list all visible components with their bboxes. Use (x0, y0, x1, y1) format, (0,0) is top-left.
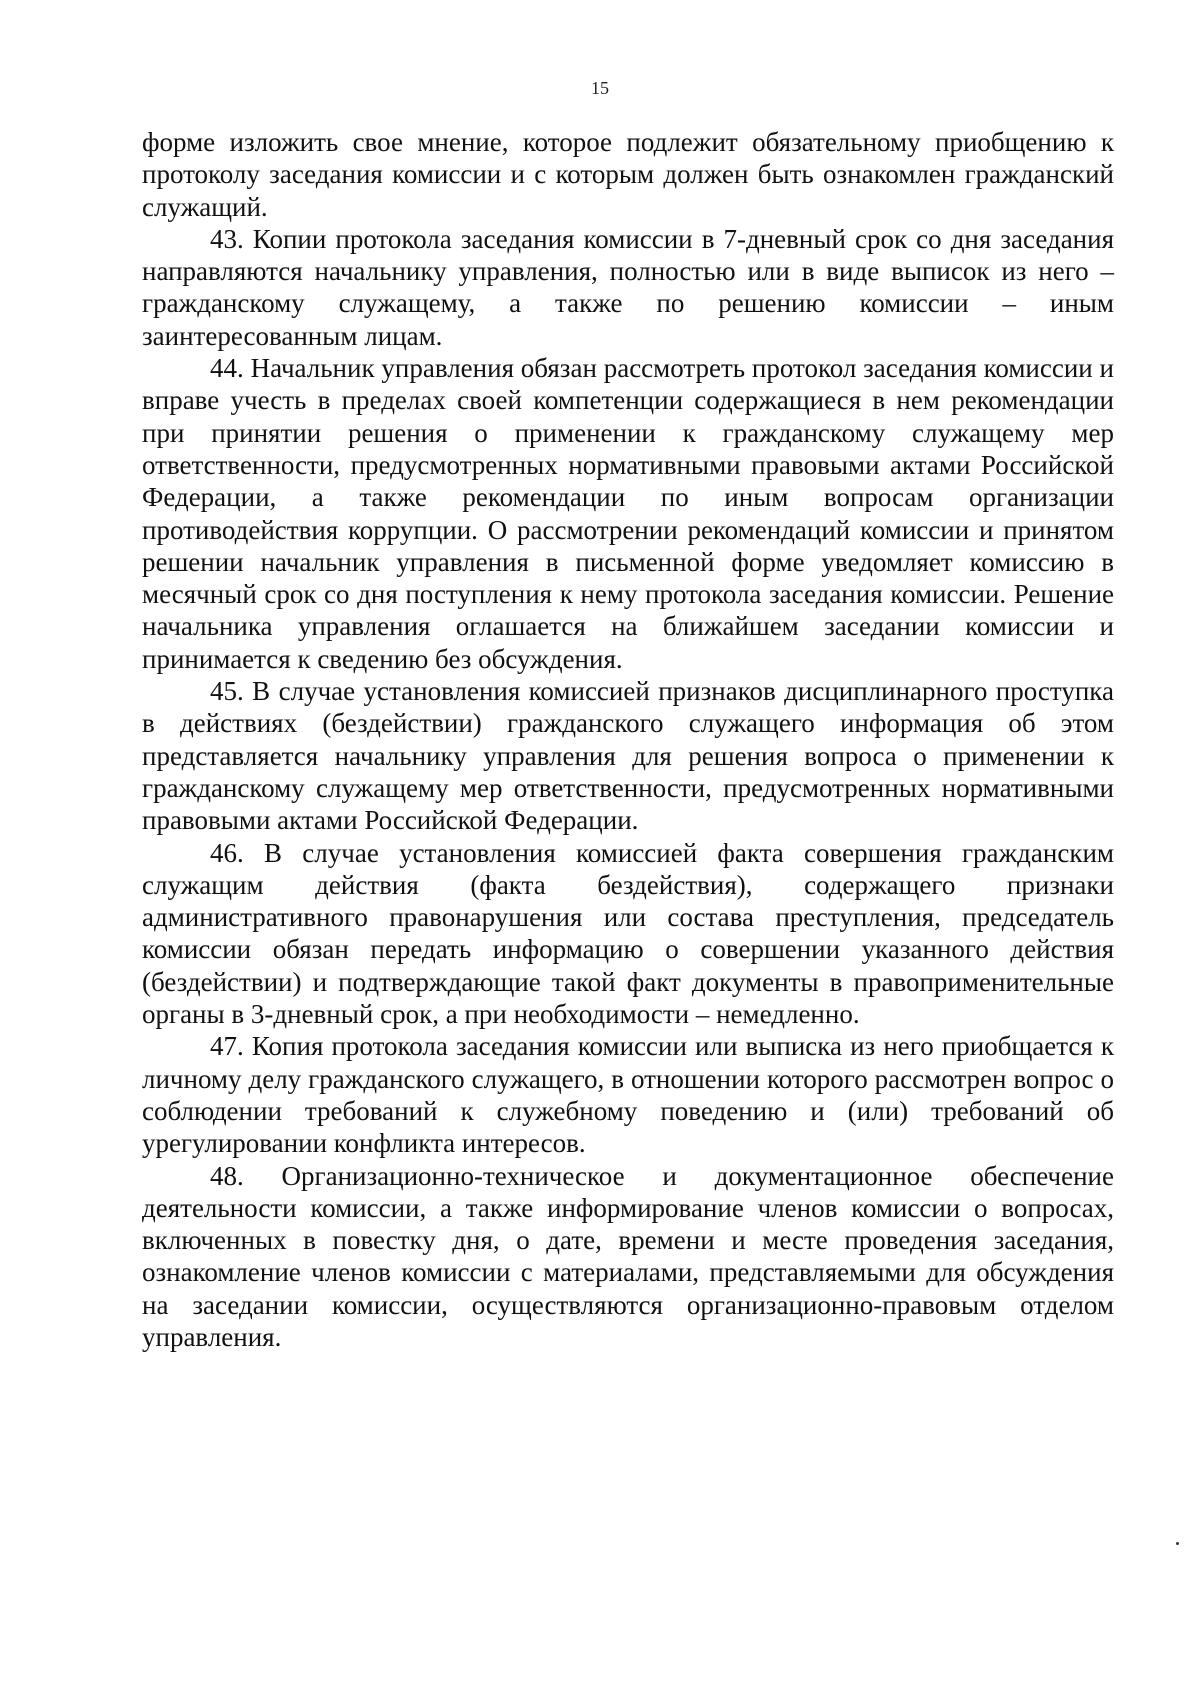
page-number: 15 (591, 78, 609, 98)
paragraph-48: 48. Организационно-техническое и документационное обеспечение деятельности комиссии, а также информирование членов комиссии о вопросах, включенных в повестку дня, о дате, времени и месте проведения заседания, ознакомление членов комиссии с материалами, представляемыми для обсуждения на заседании комиссии, осуществляются организационно-правовым отделом управления. (142, 1160, 1114, 1352)
paragraph-44: 44. Начальник управления обязан рассмотреть протокол заседания комиссии и вправе учесть в пределах своей компетенции содержащиеся в нем рекомендации при принятии решения о применении к гражданскому служащему мер ответственности, предусмотренных нормативными правовыми актами Российской Федерации, а также рекомендации по иным вопросам организации противодействия коррупции. О рассмотрении рекомендаций комиссии и принятом решении начальник управления в письменной форме уведомляет комиссию в месячный срок со дня поступления к нему протокола заседания комиссии. Решение начальника управления оглашается на ближайшем заседании комиссии и принимается к сведению без обсуждения. (142, 353, 1114, 674)
document-body (142, 126, 1114, 1353)
paragraph-45: 45. В случае установления комиссией признаков дисциплинарного проступка в действиях (бездействии) гражданского служащего информация об этом представляется начальнику управления для решения вопроса о применении к гражданскому служащему мер ответственности, предусмотренных нормативными правовыми актами Российской Федерации. (142, 676, 1114, 836)
scan-speck (1176, 1542, 1179, 1545)
paragraph-47: 47. Копия протокола заседания комиссии или выписка из него приобщается к личному делу гражданского служащего, в отношении которого рассмотрен вопрос о соблюдении требований к служебному поведению и (или) требований об урегулировании конфликта интересов. (142, 1031, 1114, 1159)
paragraph-46: 46. В случае установления комиссией факта совершения гражданским служащим действия (факта бездействия), содержащего признаки административного правонарушения или состава преступления, председатель комиссии обязан передать информацию о совершении указанного действия (бездействии) и подтверждающие такой факт документы в правоприменительные органы в 3-дневный срок, а при необходимости – немедленно. (142, 837, 1114, 1030)
paragraph-43: 43. Копии протокола заседания комиссии в 7-дневный срок со дня заседания направляются начальнику управления, полностью или в виде выписок из него – гражданскому служащему, а также по решению комиссии – иным заинтересованным лицам. (142, 223, 1114, 351)
paragraph-continuation: форме изложить свое мнение, которое подлежит обязательному приобщению к протоколу заседания комиссии и с которым должен быть ознакомлен гражданский служащий. (142, 127, 1114, 222)
